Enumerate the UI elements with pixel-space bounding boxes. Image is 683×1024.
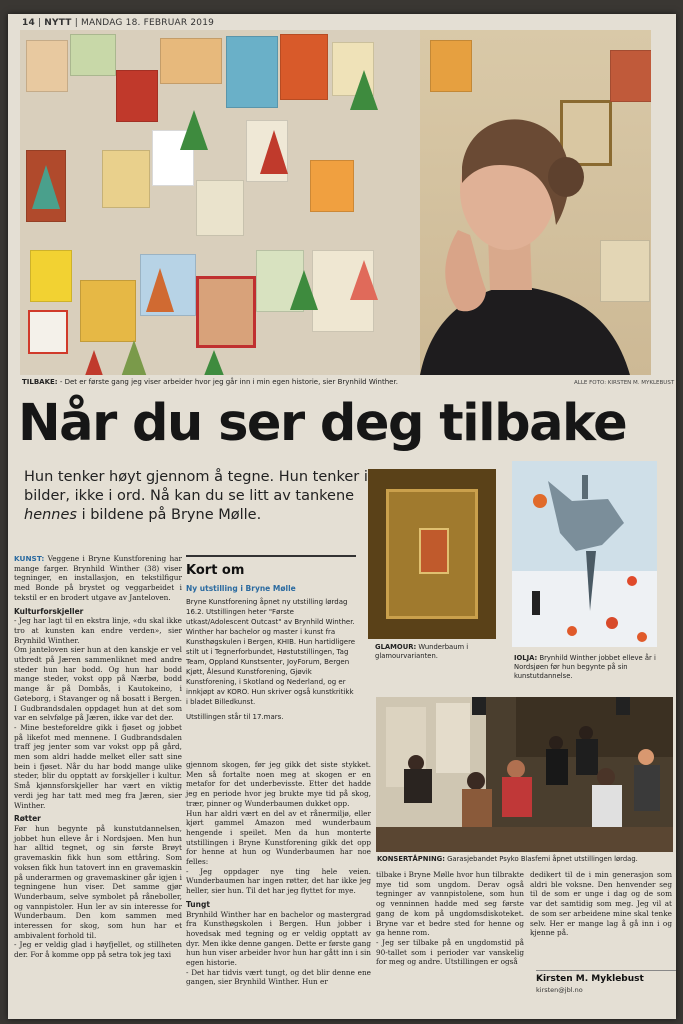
col2-p3: - Jeg oppdager nye ting hele veien. Wunderbaumen har ingen røtter, det har ikke jeg heller, sier hun. Til det har jeg flyttet for mye. [186,866,371,896]
col2-p1: gjennom skogen, før jeg gikk det siste stykket. Men så fortalte noen meg at skogen er en metafor for det underbevisste. Etter det hadde jeg en periode hvor jeg brukte mye tid på skog, trær, pinner og Wunderbaumen dukket opp. [186,760,371,808]
artist-portrait [380,85,651,375]
kort-om-subtitle: Ny utstilling i Bryne Mølle [186,584,296,593]
col1-p1: - Jeg har lagt til en ekstra linje, «du skal ikke tro at kunsten kan endre verden», sier Brynhild Winther. [14,616,182,645]
author-name: Kirsten M. Myklebust [536,974,644,984]
page-header: 14 | NYTT | MANDAG 18. FEBRUAR 2019 [22,18,215,28]
main-photo [20,30,651,375]
author-email[interactable]: kirsten@jbl.no [536,986,583,994]
glamour-caption [375,643,500,661]
glamour-text: Wunderbaum i glamourvarianten. [375,643,469,660]
col1-p5: - Jeg er veldig glad i høyfjellet, og stillheten der. For å komme opp på setra tok jeg taxi [14,940,182,960]
iolja-text: Brynhild Winther jobbet elleve år i Nordsjøen før hun begynte på sin kunstutdannelse. [514,654,656,680]
subhead-kulturforskjeller: Kulturforskjeller [14,606,84,616]
column-3 [376,870,524,967]
drawings-wall [20,30,420,375]
col1-p3: - Mine besteforeldre gikk i fjøset og jobbet på likefot med mennene. I Gudbrandsdalen traff jeg jenter som var vokst opp på gård, men som aldri hadde melket eller satt sine bein i fjøset. Når du har bodd mange ulike steder, blir du opptatt av forskjeller i kultur. Små kjønnsforskjeller har vært en viktig verdi jeg har tatt med meg fra Jæren, sier Winther. [14,722,182,810]
concert-text: Garasjebandet Psyko Blasfemi åpnet utstillingen lørdag. [447,855,638,863]
col2-p4: Brynhild Winther har en bachelor og mastergrad fra Kunsthøgskolen i Bergen. Hun jobber i hovedsak med tegning og er veldig opptatt av dyr. Men ikke denne gangen. Dette er første gang hun hun viser arbeider hvor hun har gått inn i sin egen historie. [186,909,371,968]
photo-credit: ALLE FOTO: KIRSTEN M. MYKLEBUST [574,380,675,386]
concert-caption [377,855,676,864]
col4-p1: dedikert til de i min generasjon som aldri ble voksne. Den henvender seg til de som er unge i dag og de som var det samtidig som meg. Jeg vil at de som ser arbeidene mine skal tenke selv. Her er mange lag å gå inn i og kjenne på. [530,870,672,938]
gold-frame-photo [368,469,496,639]
col1-p4: Før hun begynte på kunstutdannelsen, jobbet hun elleve år i Nordsjøen. Men hun har alltid tegnet, og sin første Brøyt gravemaskin fikk hun som ettåring. Som voksen fikk hun tatovert inn en gravemaskin på underarmen og gravemaskiner går igjen i tegningene hun viser. Det samme gjør Wunderbaum, selve symbolet på råneboller, og vannpistoler. Hun ler av sin interesse for Wunderbaum. Den kom sammen med interessen for skog, som hun har et ambivalent forhold til. [14,823,182,940]
newspaper-page [8,14,676,1019]
photo-caption-label: TILBAKE: [22,378,58,386]
subhead-tungt: Tungt [186,899,210,909]
page-number: 14 [22,18,35,28]
headline: Når du ser deg tilbake [18,394,627,453]
column-4 [530,870,672,938]
col3-p1: tilbake i Bryne Mølle hvor hun tilbrakte mye tid som ungdom. Derav også tegninger av vannpistolene, som hun og venninnen hadde med seg første gang de kom på ungdomsdiskoteket. Bryne var et bedre sted for henne og ga henne rom. [376,870,524,938]
frame-inner [386,489,478,619]
kort-om-end: Utstillingen står til 17.mars. [186,713,284,721]
lead-part1: Hun tenker høyt gjennom å tegne. Hun tenker i bilder, ikke i ord. Nå kan du se litt av tankene [24,469,368,504]
intro-label: KUNST: [14,554,45,563]
intro-text: Veggene i Bryne Kunstforening har mange farger. Brynhild Winther (38) viser tegninger, en installasjon, en tekstilfigur med Bonde på brystet og veggarbeidet i tekstil er en brodert utgave av Janteloven. [14,554,182,602]
oil-rig-painting [512,461,657,647]
col2-p5: - Det har tidvis vært tungt, og det blir denne ene gangen, sier Brynhild Winther. Hun er [186,967,371,987]
lead-part2: i bildene på Bryne Mølle. [76,507,262,523]
col1-p2: Om janteloven sier hun at den kanskje er vel utbredt på Jæren sammenliknet med andre steder hun har bodd. Og hun har bodd mange steder, vokst opp på Nærbø, bodd mange år på Dombås, i Kautokeino, i Gøteborg, i Stavanger og nå bosatt i Bergen. I Gudbrandsdalen oppdaget hun at det som var en selvfølge på Jæren, ikke var det der. [14,645,182,723]
column-1 [14,554,182,960]
wunderbaum-picture [419,528,449,574]
glamour-label: GLAMOUR: [375,643,417,651]
section-name: NYTT [44,18,72,28]
photo-caption: TILBAKE: - Det er første gang jeg viser arbeider hvor jeg går inn i min egen historie, sier Brynhild Winther. [22,378,398,386]
iolja-caption [514,654,662,681]
lead-paragraph [24,468,374,525]
kort-om-title: Kort om [186,563,245,578]
col2-p2: Hun har aldri vært en del av et rånermiljø, eller kjørt gammel Amazon med wunderbaum hengende i speilet. Men da hun monterte utstillingen i Bryne Kunstforening gikk det opp for henne at hun og Wunderbaumen har noe felles: [186,808,371,867]
col3-p2: - Jeg ser tilbake på en ungdomstid på 90-tallet som i perioder var vanskelig for meg og andre. Utstillingen er også [376,937,524,967]
subhead-rotter: Røtter [14,814,41,824]
kort-om-body: Bryne Kunstforening åpnet ny utstilling lørdag 16.2. Utstillingen heter "Første utkast/Adolescent Outcast" av Brynhild Winther. Winther har bachelor og master i kunst fra Kunsthøgskulen i Bergen, KHIB. Hun hartidligere stilt ut i Tegnerforbundet, Høstutstillingen, Tag Team, Oppland Kunstsenter, JoyForum, Bergen Kjøtt, Ålesund Kunstforening, Gjøvik Kunstforening, i Skotland og Nederland, og er innkjøpt av KORO. Hun skriver også kunstkritikk i bladet Billedkunst. [186,598,356,706]
photo-caption-text: Det er første gang jeg viser arbeider hvor jeg går inn i min egen historie, sier Brynhild Winther. [64,378,398,386]
issue-date: MANDAG 18. FEBRUAR 2019 [81,18,215,28]
concert-photo [376,697,673,852]
column-2 [186,760,371,987]
lead-emph: hennes [24,507,77,523]
kort-om-box [186,555,356,722]
concert-label: KONSERTÅPNING: [377,855,445,863]
byline [536,970,676,994]
iolja-label: IOLJA: [514,654,538,662]
